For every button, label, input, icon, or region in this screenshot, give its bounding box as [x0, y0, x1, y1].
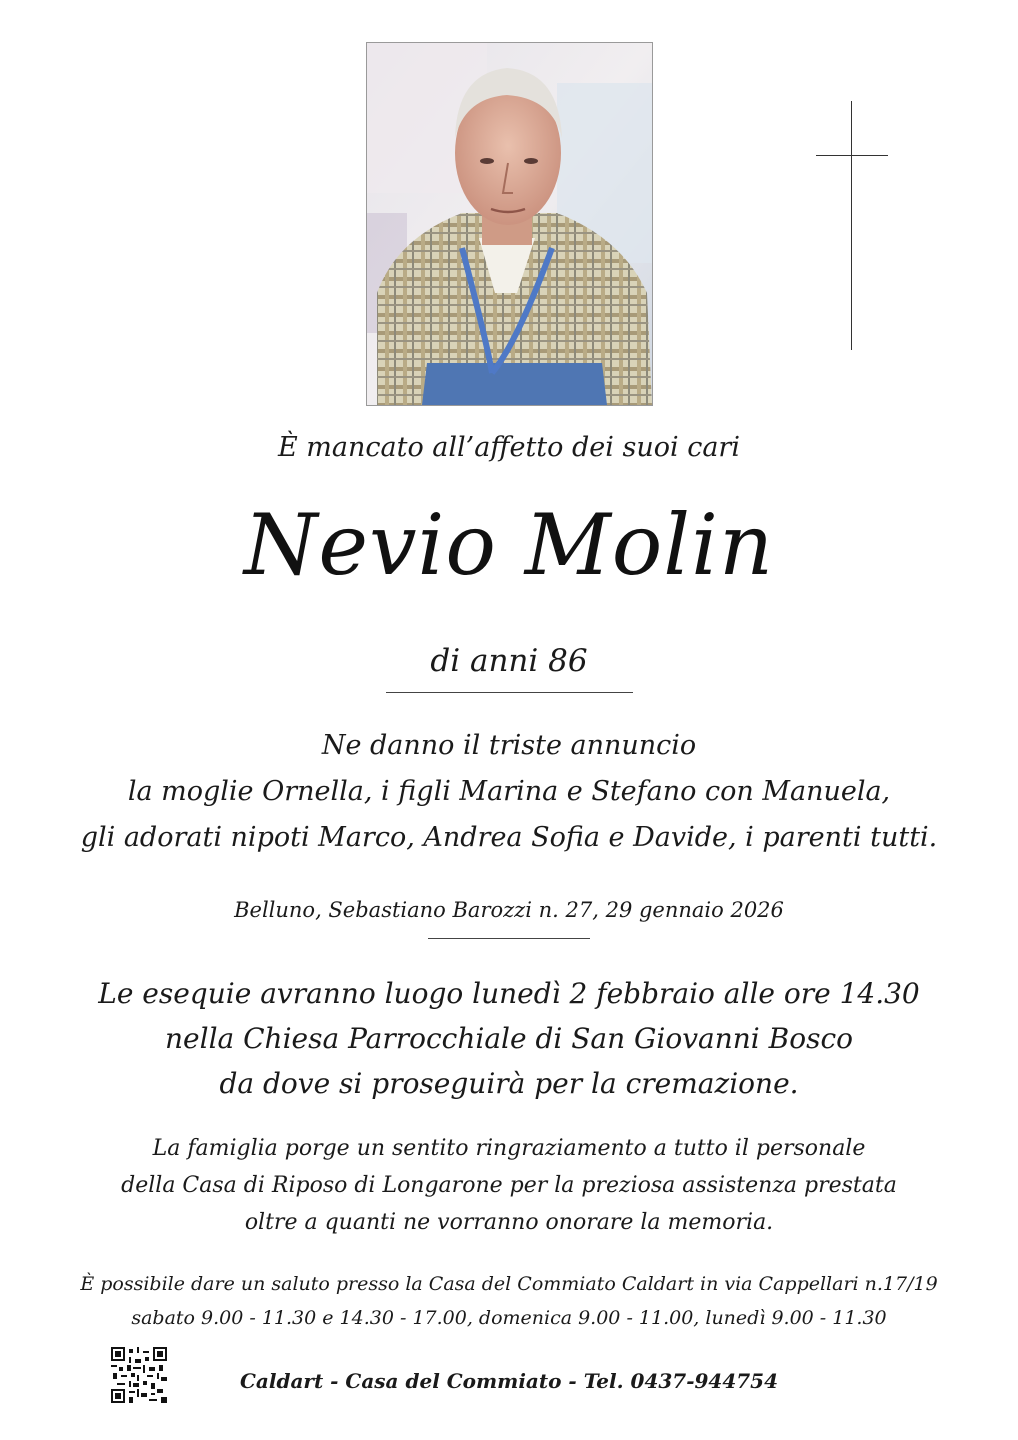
funeral-line: da dove si proseguirà per la cremazione. — [219, 1067, 799, 1100]
thanks-line: della Casa di Riposo di Longarone per la preziosa assistenza prestata — [121, 1173, 897, 1198]
portrait-photo — [366, 42, 653, 406]
funeral-line: nella Chiesa Parrocchiale di San Giovanni Bosco — [165, 1022, 853, 1055]
thanks-line: La famiglia porge un sentito ringraziamento a tutto il personale — [152, 1136, 866, 1161]
divider — [428, 938, 590, 939]
announcement-line: Ne danno il triste annuncio — [321, 730, 697, 761]
deceased-name: Nevio Molin — [243, 496, 775, 594]
intro-text: È mancato all’affetto dei suoi cari — [278, 432, 740, 463]
cross-icon — [851, 101, 852, 350]
announcement-line: gli adorati nipoti Marco, Andrea Sofia e Davide, i parenti tutti. — [80, 822, 938, 853]
cross-icon-arm — [816, 155, 888, 156]
age-text: di anni 86 — [430, 643, 588, 679]
place-and-date: Belluno, Sebastiano Barozzi n. 27, 29 gennaio 2026 — [234, 898, 784, 922]
thanks-line: oltre a quanti ne vorranno onorare la memoria. — [244, 1210, 774, 1235]
visitation-line: È possibile dare un saluto presso la Casa del Commiato Caldart in via Cappellari n.17/19 — [80, 1273, 938, 1295]
visitation-line: sabato 9.00 - 11.30 e 14.30 - 17.00, domenica 9.00 - 11.00, lunedì 9.00 - 11.30 — [131, 1307, 887, 1329]
funeral-line: Le esequie avranno luogo lunedì 2 febbraio alle ore 14.30 — [98, 977, 920, 1010]
divider — [386, 692, 633, 693]
funeral-home-contact: Caldart - Casa del Commiato - Tel. 0437-944754 — [240, 1369, 778, 1393]
announcement-line: la moglie Ornella, i figli Marina e Stefano con Manuela, — [127, 776, 891, 807]
